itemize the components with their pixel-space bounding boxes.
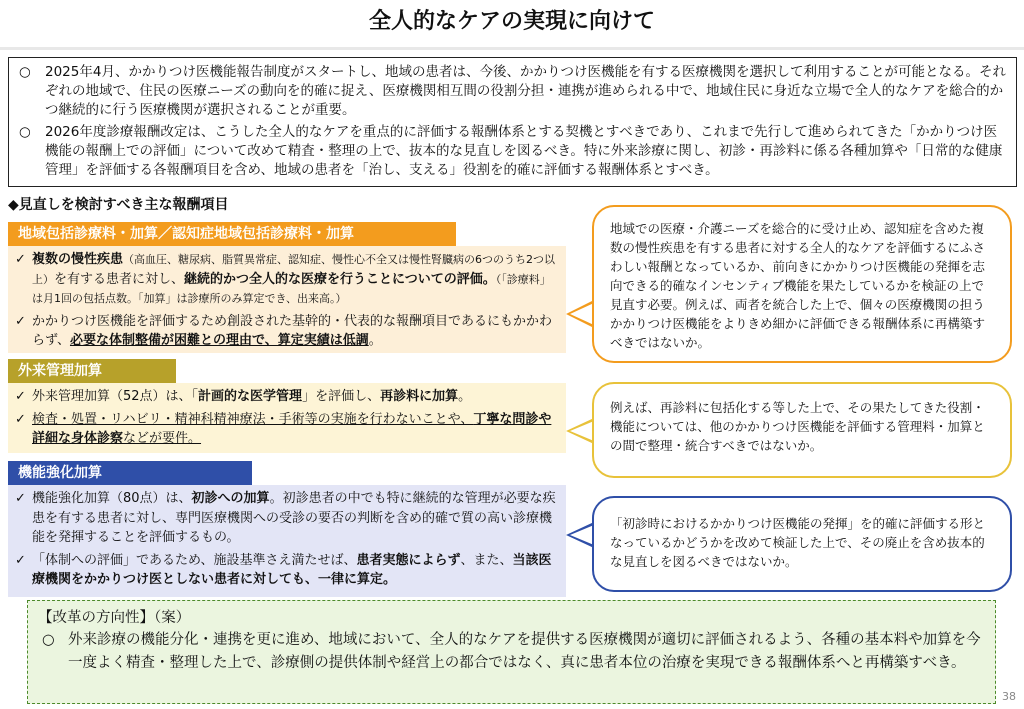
list-item: ✓ 外来管理加算（52点）は、「計画的な医学管理」を評価し、再診料に加算。 bbox=[14, 387, 560, 407]
circle-bullet-icon: ○ bbox=[19, 124, 31, 140]
category-label-chiiki: 地域包括診療料・加算／認知症地域包括診療料・加算 bbox=[8, 222, 456, 246]
list-item: ✓ 「体制への評価」であるため、施設基準さえ満たせば、患者実態によらず、また、当該医療機関をかかりつけ医としない患者に対しても、一律に算定。 bbox=[15, 552, 552, 587]
category-box-gairai bbox=[8, 383, 566, 453]
page-number: 38 bbox=[1002, 690, 1016, 703]
category-box-kinou bbox=[8, 485, 566, 597]
title-divider bbox=[0, 47, 1024, 50]
reform-box bbox=[27, 600, 996, 704]
list-item: ✓ 検査・処置・リハビリ・精神科精神療法・手術等の実施を行わないことや、丁寧な問診や詳細な身体診察などが要件。 bbox=[15, 411, 552, 446]
bubble-tail-fill bbox=[570, 303, 594, 325]
summary-paragraph bbox=[17, 123, 1008, 180]
category-label-gairai: 外来管理加算 bbox=[8, 359, 176, 383]
category-box-chiiki bbox=[8, 246, 566, 353]
reform-title: 【改革の方向性】（案） bbox=[38, 610, 191, 626]
check-icon: ✓ bbox=[15, 491, 26, 506]
circle-bullet-icon: ○ bbox=[42, 632, 55, 648]
check-icon: ✓ bbox=[15, 552, 26, 568]
summary-paragraph bbox=[17, 63, 1008, 120]
page-title: 全人的なケアの実現に向けて bbox=[368, 9, 655, 34]
check-icon: ✓ bbox=[15, 252, 26, 267]
summary-text: 2025年4月、かかりつけ医機能報告制度がスタートし、地域の患者は、今後、かかりつけ医機能を有する医療機関を選択して利用することが可能となる。それぞれの地域で、住民の医療ニーズの動向を的確に捉え、医療機関相互間の役割分担・連携が進められる中で、地域住民に身近な立場で全人的なケアを総合的かつ継続的に行う医療機関が選択されることが重要。 bbox=[45, 64, 1006, 118]
check-icon: ✓ bbox=[15, 313, 26, 329]
reform-body bbox=[38, 629, 985, 675]
comment-bubble-chiiki: 地域での医療・介護ニーズを総合的に受け止め、認知症を含めた複数の慢性疾患を有する患者に対する全人的なケアを評価するにふさわしい報酬となっているか、前向きにかかりつけ医機能の発揮を志向できる的確なインセンティブ機能を果たしているかを検証の上で見直す必要。例えば、両者を統合した上で、個々の医療機関の担うかかりつけ医機能をよりきめ細かに評価できる報酬体系に再構築すべきではないか。 bbox=[592, 205, 1012, 363]
comment-bubble-gairai: 例えば、再診料に包括化する等した上で、その果たしてきた役割・機能については、他のかかりつけ医機能を評価する管理料・加算との間で整理・統合すべきではないか。 bbox=[592, 382, 1012, 478]
section-heading: ◆見直しを検討すべき主な報酬項目 bbox=[8, 197, 229, 213]
check-icon: ✓ bbox=[15, 389, 26, 404]
list-item: ✓ かかりつけ医機能を評価するため創設された基幹的・代表的な報酬項目であるにもかかわらず、必要な体制整備が困難との理由で、算定実績は低調。 bbox=[15, 313, 553, 348]
bubble-tail-fill bbox=[570, 525, 594, 545]
bubble-tail-fill bbox=[570, 421, 594, 441]
summary-text: 2026年度診療報酬改定は、こうした全人的なケアを重点的に評価する報酬体系とする契機とすべきであり、これまで先行して進められてきた「かかりつけ医機能の報酬上での評価」について改めて精査・整理の上で、抜本的な見直しを図るべき。特に外来診療に関し、初診・再診料に係る各種加算や「日常的な健康管理」を評価する各報酬項目を含め、地域の患者を「治し、支える」役割を的確に評価する報酬体系とすべき。 bbox=[45, 124, 1003, 178]
category-label-kinou: 機能強化加算 bbox=[8, 461, 252, 485]
comment-bubble-kinou: 「初診時におけるかかりつけ医機能の発揮」を的確に評価する形となっているかどうかを改めて検証した上で、その廃止を含め抜本的な見直しを図るべきではないか。 bbox=[592, 496, 1012, 592]
list-item: ✓ 複数の慢性疾患（高血圧、糖尿病、脂質異常症、認知症、慢性心不全又は慢性腎臓病の6つのうち2つ以上）を有する患者に対し、継続的かつ全人的な医療を行うことについての評価。（「診療料」は月1回の包括点数。「加算」は診療所のみ算定でき、出来高。） bbox=[15, 252, 556, 305]
reform-text: 外来診療の機能分化・連携を更に進め、地域において、全人的なケアを提供する医療機関が適切に評価されるよう、各種の基本料や加算を今一度よく精査・整理した上で、診療側の提供体制や経営上の都合ではなく、真に患者本位の治療を実現できる報酬体系へと再構築すべき。 bbox=[68, 632, 981, 671]
check-icon: ✓ bbox=[15, 411, 26, 427]
list-item: ✓ 機能強化加算（80点）は、初診への加算。初診患者の中でも特に継続的な管理が必要な疾患を有する患者に対し、専門医療機関への受診の要否の判断を含め的確で質の高い診療機能を発揮することを評価するもの。 bbox=[15, 491, 556, 545]
summary-box bbox=[8, 57, 1017, 187]
circle-bullet-icon: ○ bbox=[19, 64, 31, 80]
